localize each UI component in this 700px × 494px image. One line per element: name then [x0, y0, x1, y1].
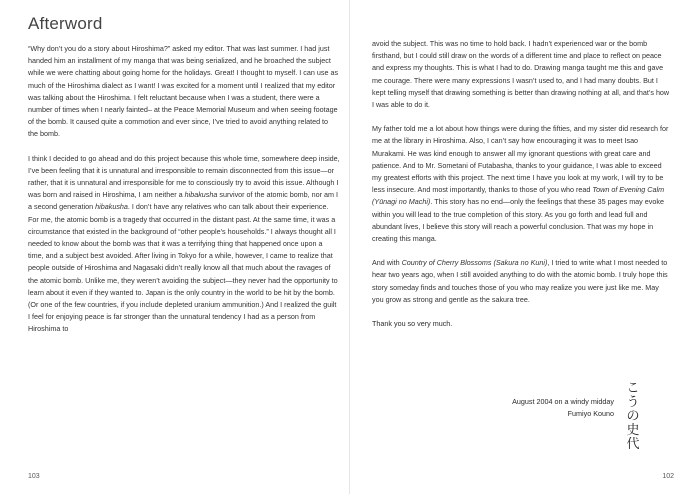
page-number-right: 102	[662, 473, 674, 480]
page-number-left: 103	[28, 473, 40, 480]
seal-char: 史	[626, 423, 640, 438]
signoff	[512, 396, 614, 420]
signoff-author: Fumiyo Kouno	[567, 409, 614, 418]
paragraph-text: , I tried to write what I most needed to hear two years ago, when I still avoided anything to do with the atomic bomb. I truly hope this story someday finds and touches those of you who may realize you were just like me. May you grow as strong and gentle as the sakura tree.	[372, 258, 668, 304]
term-hibakusha: hibakusha	[184, 190, 218, 200]
paragraph-text: My father told me a lot about how things were during the fifties, and my sister did research for me at the library in Hiroshima. Also, I can’t say how encouraging it was to meet Isao Murakami. He was kind enough to answer all my ignorant questions with great care and patience. And to Mr. Sometani of Futabasha, thanks to your guidance, I was able to exceed my greatest efforts with this project. The next time I have you look at my work, I will try to be less insecure. And most importantly, thanks to those of you who read	[372, 124, 669, 195]
paragraph-text: . This story has no end—only the feelings that these 35 pages may evoke within you will lead to the true completion of this story. As you go forth and lead full and abundant lives, I believe this story will reach a powerful conclusion. That was my hope in creating this manga.	[372, 197, 664, 244]
paragraph-text: survivor of the atomic bomb, nor am I a second generation	[28, 190, 339, 212]
afterword-title: Afterword	[28, 14, 103, 33]
thank-you-line: Thank you so very much.	[372, 319, 453, 329]
paragraph-thanks-father	[372, 123, 672, 245]
author-signature-seal	[626, 382, 640, 452]
term-hibakusha: hibakusha	[95, 202, 128, 212]
signoff-date: August 2004 on a windy midday	[512, 397, 614, 406]
seal-char: こ	[626, 381, 640, 396]
paragraph-decision	[28, 153, 340, 336]
paragraph-cherry-blossoms	[372, 257, 672, 306]
seal-char: の	[626, 409, 640, 424]
seal-char: う	[626, 395, 640, 410]
book-title-town: Town of Evening Calm (Yūnagi no Machi)	[372, 185, 665, 207]
paragraph-text: And with	[372, 258, 402, 268]
right-page	[350, 0, 700, 494]
paragraph-text: I think I decided to go ahead and do this project because this whole time, somewhere deep inside, I’ve been feeling that it is unnatural and irresponsible to remain disconnected from this issue—or rather, that it is unnatural and irresponsible for me to consciously try to avoid this issue. Although I was born and raised in Hiroshima, I am neither a	[28, 153, 340, 200]
paragraph-text: . I don’t have any relatives who can talk about their experience. For me, the atomic bomb is a tragedy that occurred in the distant past. At the same time, it was a circumstance that existed in the background of “other people’s households.” I always thought all I needed to know about the bomb was that it was a terrifying thing that happened once upon a time, and a subject best avoided. After living in Tokyo for a while, however, I came to realize that people outside of Hiroshima and Nagasaki didn’t really know all that much about the ravages of the atomic bomb. Unlike me, they weren’t avoiding the subject—they never had the opportunity to learn about it even if they wanted to. Japan is the only country in the world to be hit by the bomb. (Or one of the few countries, if you include depleted uranium ammunition.) And I realized the guilt I feel for enjoying peace is far stronger than the unnatural tendency I had as a person from Hiroshima to	[28, 202, 338, 334]
book-title-cherry: Country of Cherry Blossoms (Sakura no Kuni)	[401, 258, 548, 268]
paragraph-avoid-subject: avoid the subject. This was no time to hold back. I hadn’t experienced war or the bomb firsthand, but I could still draw on the words of a different time and place to reflect on peace and express my thoughts. This is what I had to do. Drawing manga taught me this and gave me courage. There were many expressions I wasn’t used to, and I had many doubts. But I kept telling myself that drawing something is better than drawing nothing at all, and that’s how I was able to do it.	[372, 39, 670, 110]
paragraph-editor-request: “Why don’t you do a story about Hiroshima?” asked my editor. That was last summer. I had just handed him an installment of my manga that was being serialized, and he broached the subject while we were chatting about going home for the holidays. Great! I thought to myself. I can use as much of the Hiroshima dialect as I want! I was excited for a moment until I realized that my editor was talking about the Hiroshima. I felt reluctant because when I was a student, there were a number of times when I nearly fainted– at the Peace Memorial Museum and when seeing footage of the bomb. It caused quite a commotion and ever since, I’ve tried to avoid anything related to the bomb.	[28, 44, 339, 139]
seal-char: 代	[626, 437, 640, 452]
